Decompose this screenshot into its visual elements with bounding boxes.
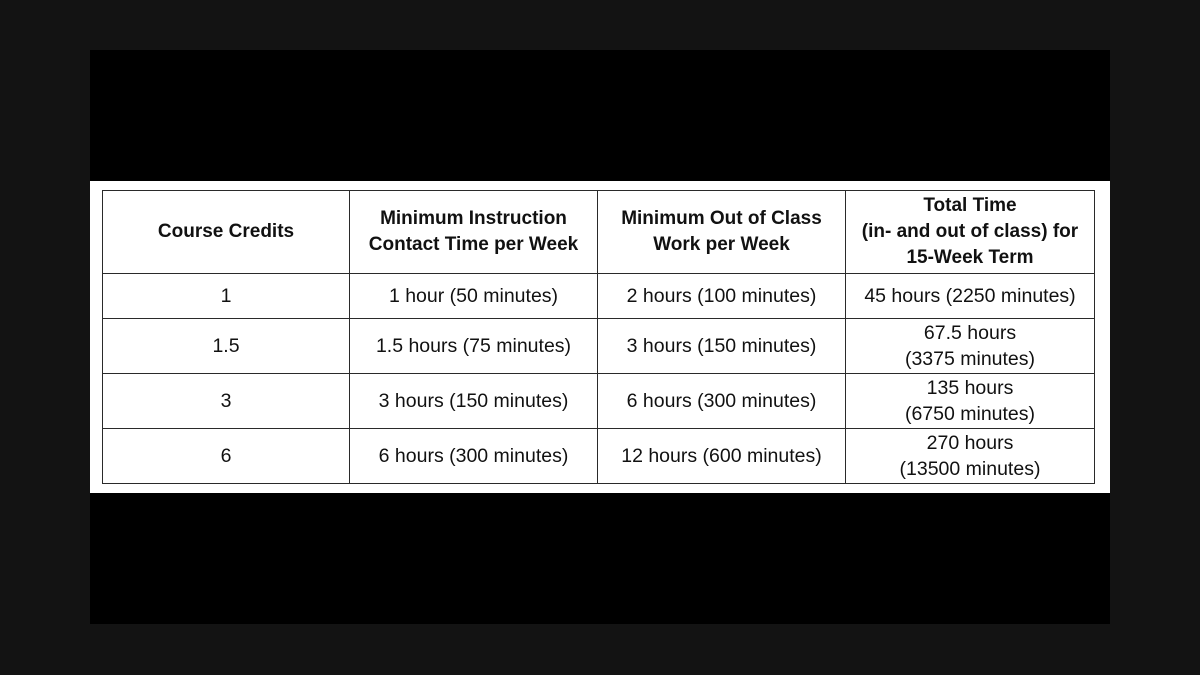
cell-contact: 6 hours (300 minutes): [350, 429, 598, 484]
header-line: 15-Week Term: [906, 247, 1034, 268]
header-line: Minimum Out of Class: [621, 208, 822, 229]
cell-total-line: 135 hours: [926, 377, 1014, 399]
cell-total-line: (3375 minutes): [904, 348, 1036, 370]
cell-credits: 3: [103, 374, 350, 429]
cell-credits: 6: [103, 429, 350, 484]
table-image: [90, 181, 1110, 493]
credit-hours-table: [102, 190, 1095, 484]
cell-contact: 3 hours (150 minutes): [350, 374, 598, 429]
header-contact-time: [350, 191, 598, 274]
header-line: (in- and out of class) for: [861, 221, 1079, 242]
cell-outside: 6 hours (300 minutes): [598, 374, 846, 429]
header-line: Course Credits: [157, 221, 295, 242]
cell-total-line: 45 hours (2250 minutes): [864, 285, 1076, 307]
header-line: Contact Time per Week: [368, 234, 579, 255]
cell-total: [846, 429, 1095, 484]
cell-credits: 1.5: [103, 319, 350, 374]
table-row: [103, 429, 1095, 484]
cell-total: [846, 274, 1095, 319]
table-row: [103, 274, 1095, 319]
header-line: Work per Week: [653, 234, 790, 255]
header-line: Minimum Instruction: [380, 208, 567, 229]
cell-total: [846, 319, 1095, 374]
cell-outside: 2 hours (100 minutes): [598, 274, 846, 319]
cell-outside: 3 hours (150 minutes): [598, 319, 846, 374]
cell-contact: 1.5 hours (75 minutes): [350, 319, 598, 374]
header-line: Total Time: [923, 195, 1017, 216]
header-out-of-class: [598, 191, 846, 274]
cell-contact: 1 hour (50 minutes): [350, 274, 598, 319]
table-row: [103, 319, 1095, 374]
header-total-time: [846, 191, 1095, 274]
cell-credits: 1: [103, 274, 350, 319]
cell-total-line: (6750 minutes): [904, 403, 1036, 425]
table-row: [103, 374, 1095, 429]
cell-outside: 12 hours (600 minutes): [598, 429, 846, 484]
cell-total-line: (13500 minutes): [899, 458, 1041, 480]
cell-total: [846, 374, 1095, 429]
header-course-credits: [103, 191, 350, 274]
cell-total-line: 270 hours: [926, 432, 1014, 454]
header-row: [103, 191, 1095, 274]
cell-total-line: 67.5 hours: [923, 322, 1017, 344]
